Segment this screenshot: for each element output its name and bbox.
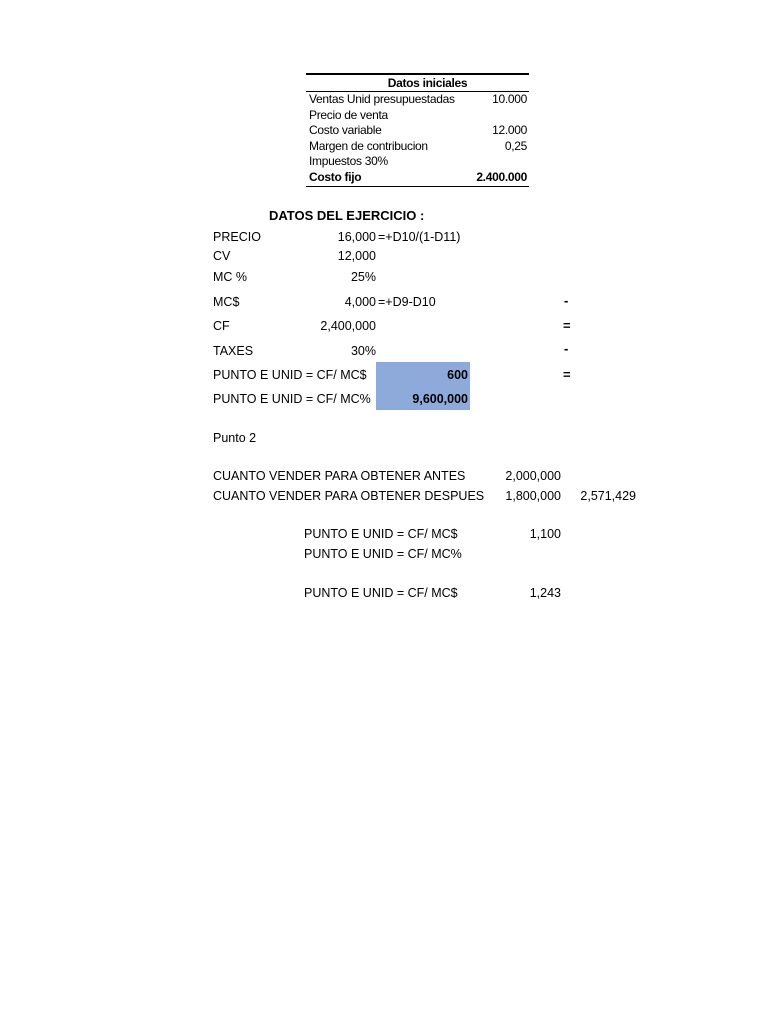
mc-dollar-label: MC$: [213, 295, 240, 309]
table-row-total: [306, 170, 529, 186]
row-label: Costo fijo: [309, 169, 362, 184]
mc-dollar-value: 4,000: [344, 295, 376, 309]
mc-pct-label: MC %: [213, 270, 248, 284]
precio-formula: =+D10/(1-D11): [378, 230, 461, 244]
calc2-label: PUNTO E UNID = CF/ MC%: [304, 547, 462, 561]
calc1-label: PUNTO E UNID = CF/ MC$: [304, 527, 458, 541]
ejercicio-heading: DATOS DEL EJERCICIO :: [269, 208, 425, 223]
row-label: Impuestos 30%: [309, 154, 388, 168]
calc3-label: PUNTO E UNID = CF/ MC$: [304, 586, 458, 600]
antes-label: CUANTO VENDER PARA OBTENER ANTES: [213, 469, 466, 483]
antes-value: 2,000,000: [505, 469, 561, 483]
precio-value: 16,000: [337, 230, 376, 244]
minus-symbol: -: [564, 293, 569, 308]
calc3-value: 1,243: [529, 586, 561, 600]
cv-value: 12,000: [337, 249, 376, 263]
despues-extra-value: 2,571,429: [580, 489, 636, 503]
calc1-value: 1,100: [529, 527, 561, 541]
table-row: [306, 108, 529, 124]
equals-symbol: =: [563, 367, 571, 382]
row-value: 10.000: [492, 92, 527, 106]
table-row: [306, 92, 529, 108]
row-value: 0,25: [504, 138, 527, 153]
table-row: [306, 123, 529, 139]
punto-unid-mcp-label: PUNTO E UNID = CF/ MC%: [213, 392, 371, 406]
precio-label: PRECIO: [213, 230, 261, 244]
despues-value: 1,800,000: [505, 489, 561, 503]
punto-unid-mcd-label: PUNTO E UNID = CF/ MC$: [213, 368, 367, 382]
row-label: Costo variable: [309, 123, 382, 137]
row-value: 2.400.000: [476, 169, 527, 184]
mc-dollar-formula: =+D9-D10: [378, 295, 436, 309]
punto-unid-mcd-value: 600: [447, 368, 468, 382]
punto-unid-mcp-value: 9,600,000: [412, 392, 468, 406]
row-label: Precio de venta: [309, 107, 388, 122]
mc-pct-value: 25%: [350, 270, 376, 284]
despues-label: CUANTO VENDER PARA OBTENER DESPUES: [213, 489, 485, 503]
row-value: 12.000: [492, 123, 527, 137]
minus-symbol: -: [564, 341, 569, 356]
table-title: Datos iniciales: [306, 75, 529, 92]
taxes-label: TAXES: [213, 344, 254, 358]
equals-symbol: =: [563, 318, 571, 333]
punto2-heading: Punto 2: [213, 431, 257, 445]
table-bottom-border: [306, 186, 529, 187]
cf-label: CF: [213, 319, 230, 333]
cf-value: 2,400,000: [320, 319, 376, 333]
table-row: [306, 139, 529, 155]
row-label: Margen de contribucion: [309, 138, 428, 153]
taxes-value: 30%: [350, 344, 376, 358]
datos-iniciales-table: [306, 73, 529, 187]
table-row: [306, 154, 529, 170]
row-label: Ventas Unid presupuestadas: [309, 92, 455, 106]
cv-label: CV: [213, 249, 231, 263]
